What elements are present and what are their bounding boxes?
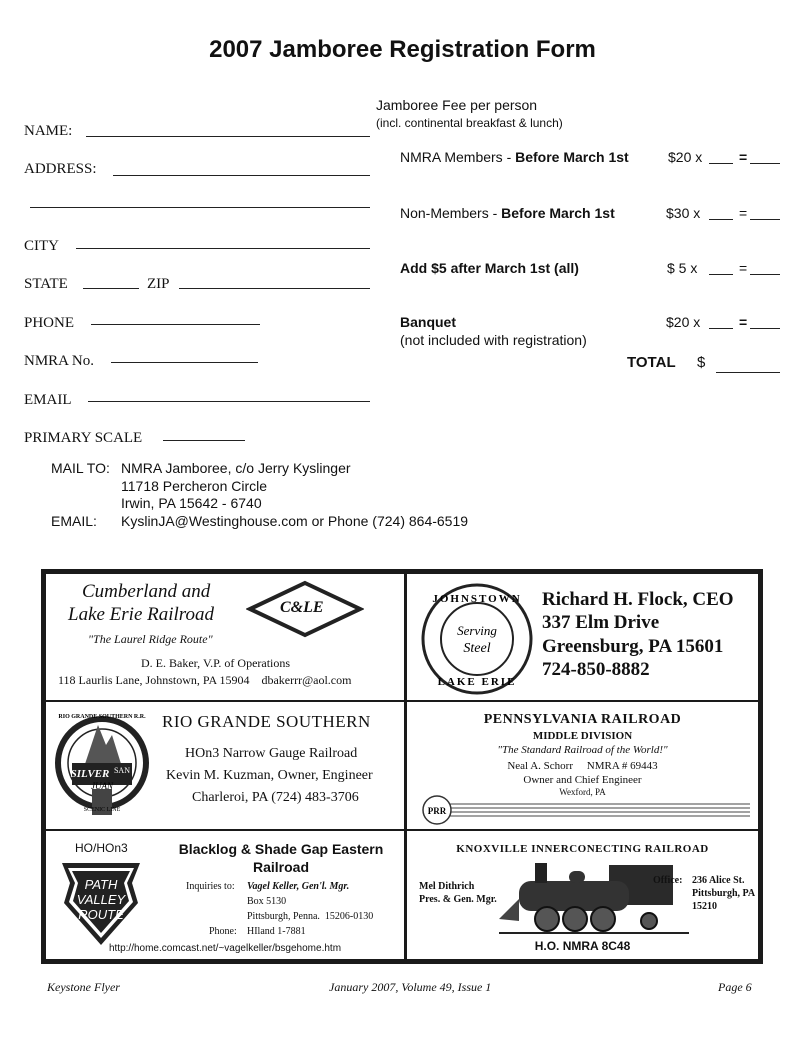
ad-pennsylvania-railroad [405, 700, 760, 831]
prr-logo-text: PRR [427, 806, 447, 816]
ad-person: Neal A. Schorr NMRA # 69443 [507, 760, 658, 772]
ad-city: Greensburg, PA 15601 [542, 636, 724, 657]
ad-line: HOn3 Narrow Gauge Railroad [185, 746, 358, 761]
keystone-text: ROUTE [78, 907, 124, 922]
phone-label: PHONE [24, 315, 75, 331]
total-label: TOTAL [627, 354, 676, 371]
fee-row-bold: Before March 1st [515, 149, 629, 165]
fee-row-note: (not included with registration) [400, 332, 587, 348]
ad-line: Kevin M. Kuzman, Owner, Engineer [166, 768, 373, 783]
johnstown-seal-icon [417, 579, 537, 699]
steam-locomotive-icon [499, 859, 689, 937]
ad-box: Box 5130 [247, 896, 287, 907]
ad-office-line: Pittsburgh, PA [692, 888, 756, 899]
nmra-no-label: NMRA No. [24, 353, 95, 369]
fee-row-price: $20 x [668, 149, 703, 165]
name-label: NAME: [24, 123, 73, 139]
primary-scale-label: PRIMARY SCALE [24, 430, 143, 446]
ad-role: Owner and Chief Engineer [523, 774, 642, 786]
ad-division: MIDDLE DIVISION [532, 730, 633, 742]
mail-to-label: MAIL TO: [51, 460, 110, 476]
ad-phone: 724-850-8882 [542, 659, 650, 680]
seal-center-text: Serving [457, 623, 497, 638]
fee-row-text: Non-Members - [400, 205, 502, 221]
seal-top-text: RIO GRANDE SOUTHERN R.R. [58, 714, 146, 720]
ad-address: 118 Laurlis Lane, Johnstown, PA 15904 dbakerrr@aol.com [58, 673, 352, 687]
mail-line: 11718 Percheron Circle [121, 478, 268, 494]
ad-cumberland-lake-erie [44, 572, 406, 702]
seal-word: SILVER [70, 768, 110, 780]
quantity-field[interactable] [709, 219, 733, 220]
primary-scale-field[interactable] [163, 440, 245, 441]
ad-knoxville-innerconecting [405, 829, 760, 961]
ad-motto: "The Standard Railroad of the World!" [497, 744, 668, 756]
quantity-field[interactable] [709, 328, 733, 329]
fee-row-label [400, 314, 456, 330]
footer-publication: Keystone Flyer [47, 980, 120, 994]
rgs-herald-icon [54, 707, 150, 827]
ad-person: Mel Dithrich [419, 881, 475, 892]
email-contact-line: KyslinJA@Westinghouse.com or Phone (724) 864-6519 [121, 513, 469, 529]
ad-rio-grande-southern [44, 700, 406, 831]
ad-inquiries-label: Inquiries to: [186, 881, 235, 892]
ad-tagline: "The Laurel Ridge Route" [88, 632, 213, 646]
cle-logo-text: C&LE [280, 599, 324, 616]
nmra-no-field[interactable] [111, 362, 258, 363]
state-label: STATE [24, 276, 68, 292]
amount-field[interactable] [750, 274, 780, 275]
footer-issue: January 2007, Volume 49, Issue 1 [329, 980, 492, 994]
fee-row-bold: Banquet [400, 314, 456, 330]
equals-sign: = [739, 205, 748, 221]
email-label: EMAIL [24, 392, 72, 408]
ad-line: Charleroi, PA (724) 483-3706 [192, 790, 359, 805]
total-field[interactable] [716, 372, 780, 373]
ad-city: Pittsburgh, Penna. 15206-0130 [247, 911, 374, 922]
ad-office-label: Office: [653, 875, 683, 886]
fee-row-price: $ 5 x [667, 260, 698, 276]
seal-bottom-text: LAKE ERIE [437, 676, 517, 688]
ad-blacklog-shade-gap [44, 829, 406, 961]
fee-row-label [400, 260, 579, 276]
zip-label: ZIP [147, 276, 170, 292]
ad-person: D. E. Baker, V.P. of Operations [141, 656, 291, 670]
fee-subheader: (incl. continental breakfast & lunch) [376, 116, 563, 130]
ad-office-line: 15210 [692, 901, 717, 912]
seal-bottom-text: SCENIC LINE [83, 807, 121, 813]
ad-name-line2: Lake Erie Railroad [68, 604, 214, 625]
amount-field[interactable] [750, 328, 780, 329]
quantity-field[interactable] [709, 163, 733, 164]
fee-header: Jamboree Fee per person [376, 97, 538, 113]
seal-word: JUAN [91, 781, 113, 791]
ad-place: Wexford, PA [559, 787, 606, 797]
keystone-text: PATH [84, 877, 118, 892]
equals-sign: = [739, 314, 748, 330]
ad-title: Railroad [252, 859, 309, 875]
fee-row-price: $30 x [666, 205, 701, 221]
name-field[interactable] [86, 136, 370, 137]
equals-sign: = [739, 260, 748, 276]
ad-johnstown-lake-erie [405, 572, 760, 702]
seal-center-text: Steel [463, 641, 491, 656]
ad-office-line: 236 Alice St. [692, 875, 745, 886]
seal-word: SAN [113, 766, 131, 775]
ad-name-line1: Cumberland and [82, 581, 211, 602]
address-label: ADDRESS: [24, 161, 97, 177]
email-field[interactable] [88, 401, 370, 402]
ad-title: RIO GRANDE SOUTHERN [162, 712, 371, 731]
address-field[interactable] [113, 175, 370, 176]
city-field[interactable] [76, 248, 370, 249]
equals-sign: = [739, 149, 748, 165]
business-card-grid [41, 569, 763, 964]
fee-row-label [400, 149, 629, 165]
ad-inquiries-name: Vagel Keller, Gen'l. Mgr. [247, 881, 350, 892]
ad-phone: HIland 1-7881 [247, 926, 306, 937]
fee-row-bold: Add $5 after March 1st (all) [400, 260, 579, 276]
ad-title: Blacklog & Shade Gap Eastern [178, 841, 384, 857]
state-field[interactable] [83, 288, 139, 289]
quantity-field[interactable] [709, 274, 733, 275]
zip-field[interactable] [179, 288, 370, 289]
amount-field[interactable] [750, 163, 780, 164]
ad-title: PENNSYLVANIA RAILROAD [483, 712, 682, 727]
ad-street: 337 Elm Drive [542, 612, 660, 633]
amount-field[interactable] [750, 219, 780, 220]
total-currency: $ [697, 354, 706, 371]
ad-phone-label: Phone: [209, 926, 237, 937]
prr-keystone-rule-icon [415, 794, 755, 826]
address-field-line2[interactable] [30, 207, 370, 208]
fee-row-bold: Before March 1st [501, 205, 615, 221]
ad-title: KNOXVILLE INNERCONECTING RAILROAD [456, 843, 709, 855]
ad-role: Pres. & Gen. Mgr. [419, 894, 497, 905]
path-valley-keystone-icon [58, 859, 144, 949]
city-label: CITY [24, 238, 59, 254]
fee-row-text: NMRA Members - [400, 149, 516, 165]
footer-page-number: Page 6 [718, 980, 752, 994]
phone-field[interactable] [91, 324, 260, 325]
seal-top-text: JOHNSTOWN [432, 593, 522, 605]
ad-website-link[interactable]: http://home.comcast.net/~vagelkeller/bsgehome.htm [108, 943, 342, 954]
ad-person: Richard H. Flock, CEO [542, 589, 734, 610]
ad-scale: HO/HOn3 [75, 841, 128, 855]
fee-row-price: $20 x [666, 314, 701, 330]
fee-row-label [400, 205, 615, 221]
page-title: 2007 Jamboree Registration Form [209, 36, 596, 63]
keystone-text: VALLEY [76, 892, 126, 907]
email-contact-label: EMAIL: [51, 513, 97, 529]
mail-line: NMRA Jamboree, c/o Jerry Kyslinger [121, 460, 351, 476]
mail-line: Irwin, PA 15642 - 6740 [121, 495, 262, 511]
ad-scale: H.O. NMRA 8C48 [534, 939, 631, 953]
